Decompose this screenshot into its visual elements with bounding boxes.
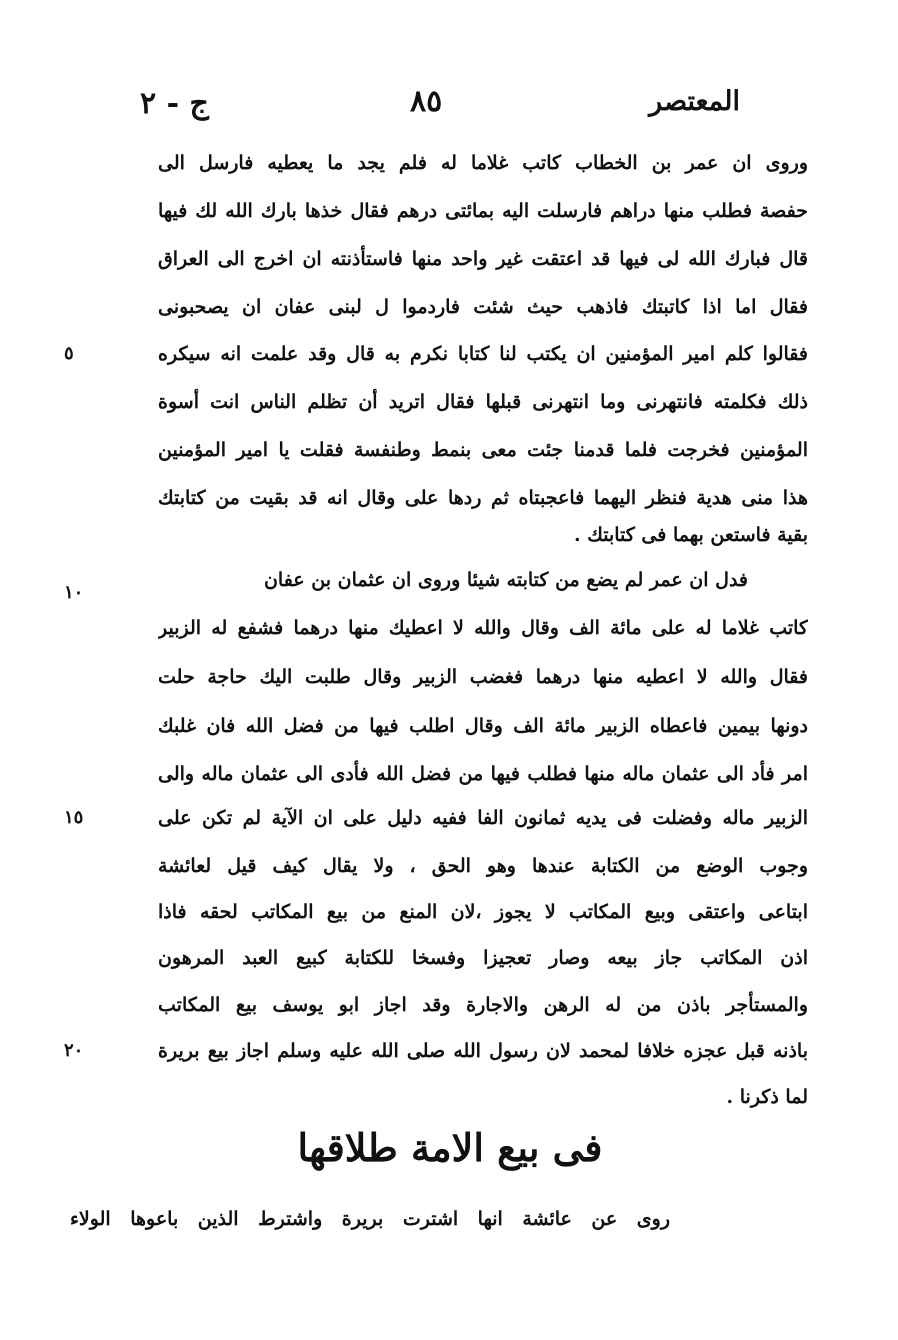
text-line: حفصة فطلب منها دراهم فارسلت اليه بمائتى درهم فقال خذها بارك الله لك فيها xyxy=(158,200,808,222)
text-line: قال فبارك الله لى فيها قد اعتقت غير واحد منها فاستأذنته ان اخرج الى العراق xyxy=(158,248,808,270)
text-line: هذا منى هدية فنظر اليهما فاعجبتاه ثم ردها على وقال انه قد بقيت من كتابتك xyxy=(158,487,808,509)
text-line: فقالوا كلم امير المؤمنين ان يكتب لنا كتابا نكرم به قال وقد علمت انه سيكره xyxy=(158,343,808,365)
line-number: ١٥ xyxy=(64,807,84,828)
text-line: بقية فاستعن بهما فى كتابتك . xyxy=(573,524,808,546)
text-line: ابتاعى واعتقى وبيع المكاتب لا يجوز ،لان المنع من بيع المكاتب لحقه فاذا xyxy=(158,901,808,923)
text-line: امر فأد الى عثمان ماله منها فطلب فيها من فضل الله فأدى الى عثمان ماله والى xyxy=(158,763,808,785)
text-line: دونها بيمين فاعطاه الزبير مائة الف وقال اطلب فيها من فضل الله فان غلبك xyxy=(158,715,808,737)
text-line: روى عن عائشة انها اشترت بريرة واشترط الذين باعوها الولاء xyxy=(70,1208,670,1230)
text-line: المؤمنين فخرجت فلما قدمنا جئت معى بنمط وطنفسة فقلت يا امير المؤمنين xyxy=(158,439,808,461)
text-line: باذنه قبل عجزه خلافا لمحمد لان رسول الله صلى الله عليه وسلم اجاز بيع بريرة xyxy=(158,1040,808,1062)
section-heading: فى بيع الامة طلاقها xyxy=(297,1125,603,1170)
text-line: كاتب غلاما له على مائة الف وقال والله لا اعطيك منها درهما فشفع له الزبير xyxy=(158,617,808,639)
line-number: ١٠ xyxy=(64,582,84,603)
line-number: ٥ xyxy=(64,343,74,364)
page-number: ٨٥ xyxy=(410,84,443,119)
text-line: اذن المكاتب جاز بيعه وصار تعجيزا وفسخا للكتابة كبيع العبد المرهون xyxy=(158,947,808,969)
text-line: فدل ان عمر لم يضع من كتابته شيئا وروى ان عثمان بن عفان xyxy=(263,569,748,591)
text-line: والمستأجر باذن من له الرهن والاجارة وقد اجاز ابو يوسف بيع المكاتب xyxy=(158,994,808,1016)
text-line: لما ذكرنا . xyxy=(726,1086,808,1108)
text-line: وروى ان عمر بن الخطاب كاتب غلاما له فلم يجد ما يعطيه فارسل الى xyxy=(158,152,808,174)
line-number: ٢٠ xyxy=(64,1040,84,1061)
book-title: المعتصر xyxy=(649,86,740,117)
text-line: ذلك فكلمته فانتهرنى وما انتهرنى قبلها فقال اتريد أن تظلم الناس انت أسوة xyxy=(158,391,808,413)
page-header xyxy=(120,86,740,130)
volume-label: ج - ٢ xyxy=(140,86,209,121)
text-line: فقال اما اذا كاتبتك فاذهب حيث شئت فاردموا ل لبنى عفان ان يصحبونى xyxy=(158,296,808,318)
text-line: الزبير ماله وفضلت فى يديه ثمانون الفا ففيه دليل على ان الآية لم تكن على xyxy=(158,807,808,829)
text-line: فقال والله لا اعطيه منها درهما فغضب الزبير وقال طلبت اليك حاجة حلت xyxy=(158,666,808,688)
text-line: وجوب الوضع من الكتابة عندها وهو الحق ، ولا يقال كيف قيل لعائشة xyxy=(158,855,808,877)
